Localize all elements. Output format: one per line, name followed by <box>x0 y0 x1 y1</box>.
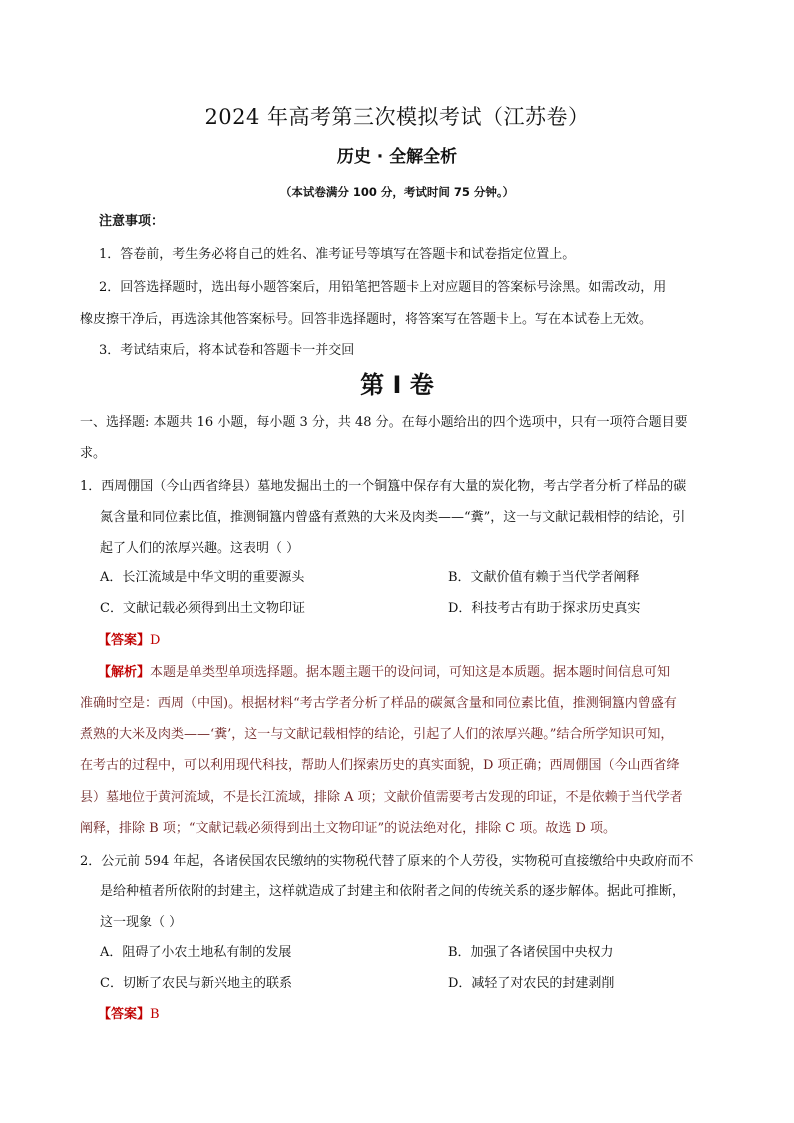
part-intro-line-2: 求。 <box>80 446 107 461</box>
q2-option-b: B．加强了各诸侯国中央权力 <box>448 945 614 960</box>
q2-option-a: A．阻碍了小农土地私有制的发展 <box>100 945 292 960</box>
q1-analysis-line-1 <box>98 663 738 683</box>
q1-analysis-text-1: 本题是单类型单项选择题。据本题主题干的设问词，可知这是本质题。据本题时间信息可知 <box>150 665 671 680</box>
part-intro-line-1: 一、选择题: 本题共 16 小题，每小题 3 分，共 48 分。在每小题给出的四个选项中，只有一项符合题目要 <box>80 415 688 430</box>
q1-analysis-line-3: 煮熟的大米及肉类——‘糞’，这一与文献记载相悖的结论，引起了人们的浓厚兴趣。”结合所学知识可知， <box>80 727 674 742</box>
q1-option-c: C．文献记载必须得到出土文物印证 <box>100 601 305 616</box>
q1-option-row-1 <box>100 568 740 588</box>
section-title: 第 I 卷 <box>360 371 434 399</box>
q2-stem-line-2: 是给种植者所依附的封建主，这样就造成了封建主和依附者之间的传统关系的逐步解体。据此可推断， <box>100 884 686 899</box>
exam-title: 2024 年高考第三次模拟考试（江苏卷） <box>204 105 590 129</box>
notice-heading: 注意事项： <box>99 214 165 229</box>
q1-analysis-line-6: 阐释，排除 B 项；“文献记载必须得到出土文物印证”的说法绝对化，排除 C 项。故选 D 项。 <box>80 821 617 836</box>
q2-option-row-2 <box>100 974 740 994</box>
notice-item-1: 1．答卷前，考生务必将自己的姓名、准考证号等填写在答题卡和试卷指定位置上。 <box>99 247 576 262</box>
q1-answer-value: D <box>150 633 161 648</box>
q2-answer-value: B <box>150 1007 160 1022</box>
q2-answer <box>98 1005 738 1025</box>
exam-note: （本试卷满分 100 分，考试时间 75 分钟。） <box>279 185 515 199</box>
q1-stem-line-3: 起了人们的浓厚兴趣。这表明（ ） <box>100 541 300 556</box>
q1-option-a: A．长江流域是中华文明的重要源头 <box>100 570 305 585</box>
notice-item-2-line-2: 橡皮擦干净后，再选涂其他答案标号。回答非选择题时，将答案写在答题卡上。写在本试卷上无效。 <box>80 312 653 327</box>
q2-option-c: C．切断了农民与新兴地主的联系 <box>100 976 292 991</box>
q1-option-d: D．科技考古有助于探求历史真实 <box>448 601 641 616</box>
q1-stem-line-1: 1．西周倗国（今山西省绛县）墓地发掘出土的一个铜簋中保存有大量的炭化物，考古学者分析了样品的碳 <box>80 479 687 494</box>
q1-option-b: B．文献价值有赖于当代学者阐释 <box>448 570 640 585</box>
q1-analysis-tag: 【解析】 <box>98 665 151 680</box>
q1-answer-tag: 【答案】 <box>98 633 151 648</box>
q2-stem-line-1: 2．公元前 594 年起，各诸侯国农民缴纳的实物税代替了原来的个人劳役，实物税可直接缴给中央政府而不 <box>80 854 694 869</box>
q1-analysis-line-4: 在考古的过程中，可以利用现代科技，帮助人们探索历史的真实面貌，D 项正确；西周倗国（今山西省绛 <box>80 758 680 773</box>
q2-answer-tag: 【答案】 <box>98 1007 151 1022</box>
notice-item-3: 3．考试结束后，将本试卷和答题卡一并交回 <box>99 343 355 358</box>
q2-option-d: D．减轻了对农民的封建剥削 <box>448 976 615 991</box>
q2-option-row-1 <box>100 943 740 963</box>
q1-stem-line-2: 氮含量和同位素比值，推测铜簋内曾盛有煮熟的大米及肉类——“糞”，这一与文献记载相悖的结论，引 <box>100 510 686 525</box>
q1-analysis-line-2: 准确时空是：西周（中国)。根据材料“考古学者分析了样品的碳氮含量和同位素比值，推测铜簋内曾盛有 <box>80 696 677 711</box>
q1-option-row-2 <box>100 599 740 619</box>
exam-subtitle: 历史 · 全解全析 <box>336 147 458 167</box>
q1-answer <box>98 631 738 651</box>
q1-analysis-line-5: 县）墓地位于黄河流域，不是长江流域，排除 A 项；文献价值需要考古发现的印证，不是依赖于当代学者 <box>80 790 683 805</box>
notice-item-2-line-1: 2．回答选择题时，选出每小题答案后，用铅笔把答题卡上对应题目的答案标号涂黑。如需改动，用 <box>99 280 667 295</box>
q2-stem-line-3: 这一现象（ ） <box>100 915 183 930</box>
